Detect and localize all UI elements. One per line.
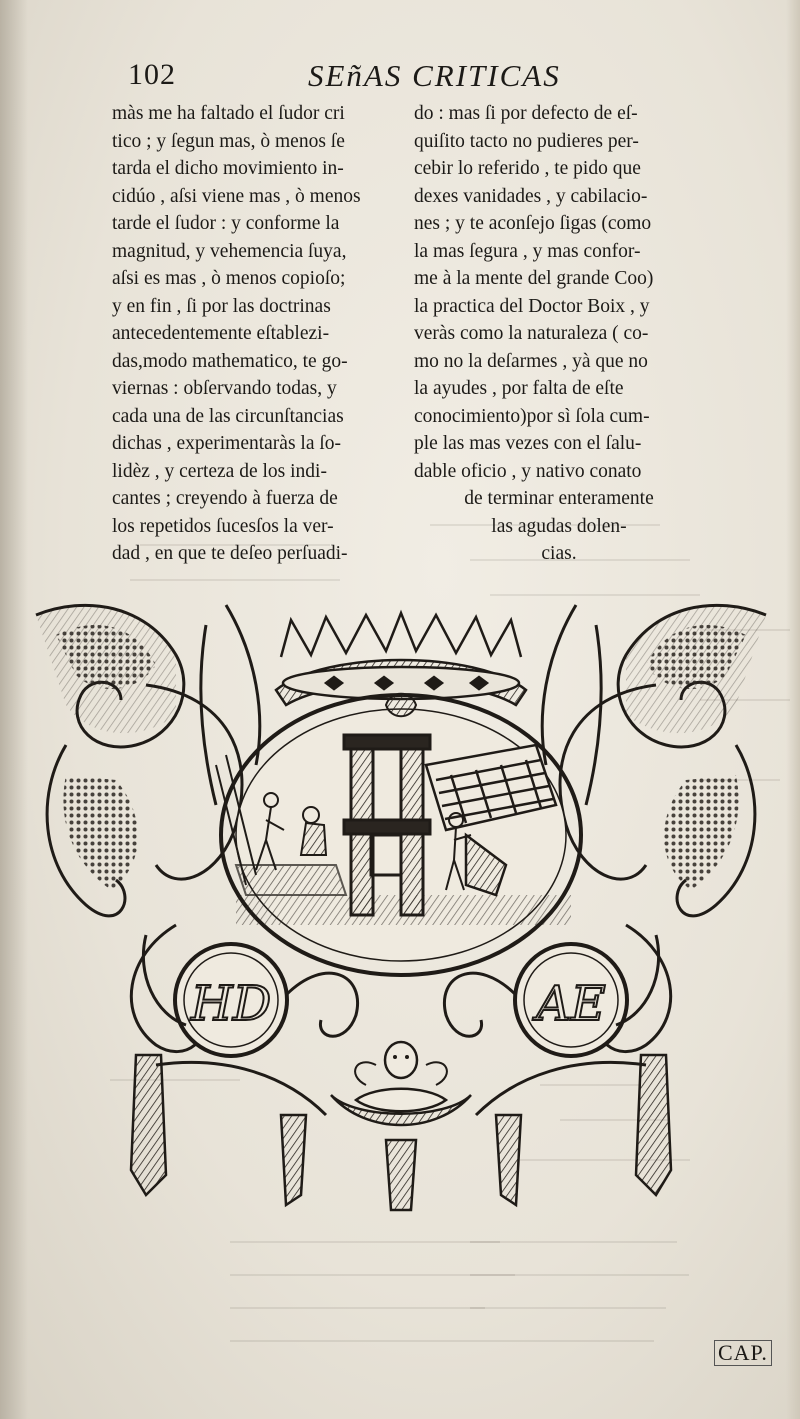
right-column	[414, 100, 694, 568]
left-column	[112, 100, 396, 568]
text-line: la practica del Doctor Boix , y	[414, 295, 650, 317]
text-line: veràs como la naturaleza ( co-	[414, 323, 649, 344]
text-line: y en fin , ſi por las doctrinas	[112, 295, 331, 317]
text-line: cebir lo referido , te pido que	[414, 158, 641, 179]
catchword: CAP.	[714, 1340, 772, 1366]
text-line: lidèz , y certeza de los indi-	[112, 460, 327, 482]
show-through-block-right	[470, 1210, 700, 1342]
text-line: tarda el dicho movimiento in-	[112, 158, 344, 179]
printing-press-scene	[216, 694, 581, 975]
text-line: dexes vanidades , y cabilacio-	[414, 185, 648, 207]
text-line: màs me ha faltado el ſudor cri	[112, 103, 345, 124]
text-line: quiſito tacto no pudieres per-	[414, 130, 639, 152]
text-line: cantes ; creyendo à fuerza de	[112, 488, 338, 509]
text-line: la ayudes , por falta de eſte	[414, 378, 624, 399]
page-number: 102	[128, 58, 176, 91]
crown	[276, 613, 526, 705]
text-line: cias.	[541, 543, 577, 564]
text-line: me à la mente del grande Coo)	[414, 268, 654, 289]
text-line: ple las mas vezes con el ſalu-	[414, 433, 642, 454]
page-header	[128, 58, 688, 98]
printers-ornament-woodcut	[26, 595, 776, 1225]
left-monogram: HD	[190, 976, 272, 1032]
text-line: de terminar enteramente	[464, 488, 654, 509]
text-line: mo no la deſarmes , yà que no	[414, 350, 648, 372]
text-line: tarde el ſudor : y conforme la	[112, 213, 340, 234]
text-line: dichas , experimentaràs la ſo-	[112, 433, 342, 454]
text-line: viernas : obſervando todas, y	[112, 378, 337, 399]
text-line: do : mas ſi por defecto de eſ-	[414, 103, 638, 124]
text-line: conocimiento)por sì ſola cum-	[414, 405, 650, 427]
text-line: magnitud, y vehemencia ſuya,	[112, 240, 347, 262]
cherub-head	[355, 1042, 447, 1085]
right-monogram: AE	[536, 976, 606, 1032]
text-line: nes ; y te aconſejo ſigas (como	[414, 213, 652, 234]
text-line: aſsi es mas , ò menos copioſo;	[112, 268, 346, 289]
text-line: cidúo , aſsi viene mas , ò menos	[112, 185, 361, 207]
running-title: SEñAS CRITICAS	[308, 58, 561, 93]
text-line: dable oficio , y nativo conato	[414, 460, 642, 482]
text-line: das,modo mathematico, te go-	[112, 350, 348, 372]
text-line: tico ; y ſegun mas, ò menos ſe	[112, 130, 345, 152]
text-line: dad , en que te deſeo perſuadi-	[112, 543, 348, 564]
text-line: los repetidos ſucesſos la ver-	[112, 515, 334, 537]
text-line: la mas ſegura , y mas confor-	[414, 240, 641, 262]
text-line: antecedentemente eſtablezi-	[112, 323, 330, 344]
left-dotted-leaf-lower	[63, 775, 137, 890]
text-line: las agudas dolen-	[491, 515, 627, 537]
right-dotted-leaf-lower	[664, 775, 738, 890]
text-line: cada una de las circunſtancias	[112, 405, 344, 427]
